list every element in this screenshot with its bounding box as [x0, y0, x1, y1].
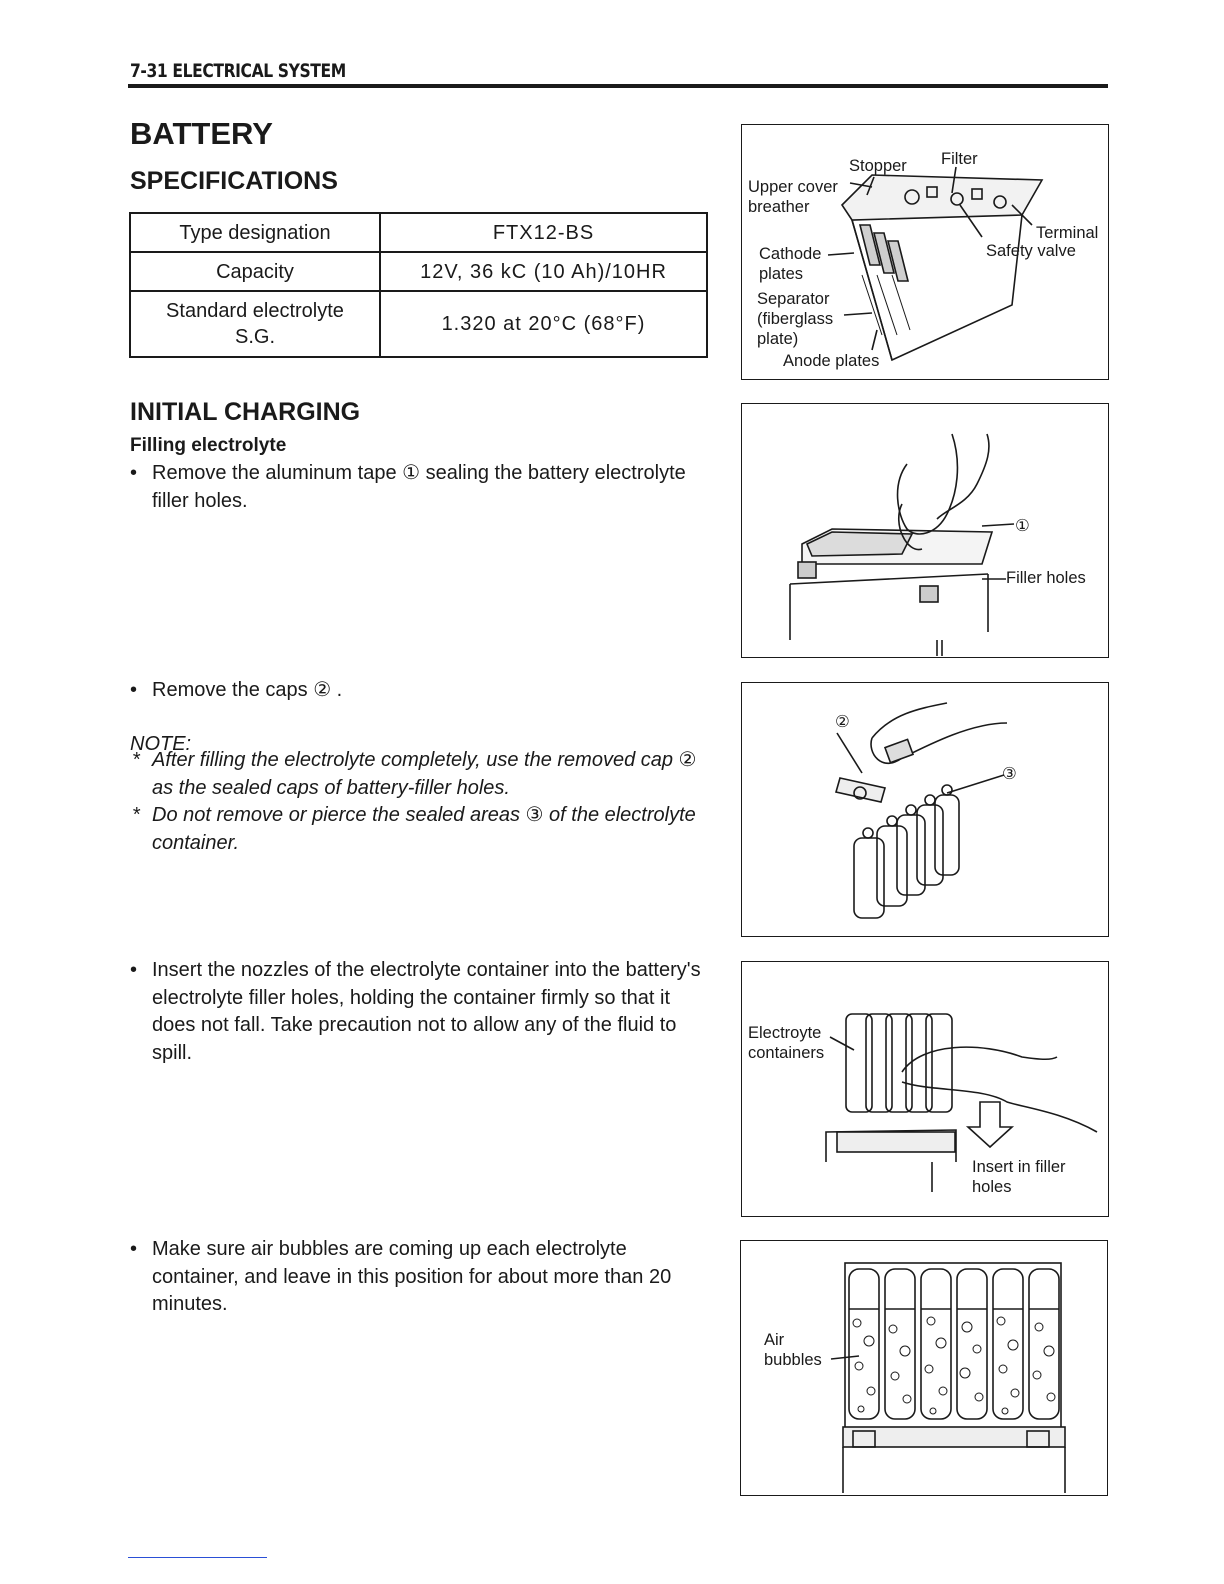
instruction-step [130, 1236, 710, 1319]
insert-containers-figure [741, 961, 1109, 1217]
remove-caps-figure [741, 682, 1109, 937]
figure-label: Safety valve [986, 242, 1076, 260]
bullet-icon: • [130, 1238, 138, 1260]
asterisk-icon: * [132, 804, 140, 826]
note-text: After filling the electrolyte completely, use the removed cap ② as the sealed caps of battery-filler holes. [152, 749, 697, 799]
figure-label: Terminal [1036, 224, 1099, 242]
specifications-heading: SPECIFICATIONS [130, 167, 338, 195]
header-rule [128, 84, 1108, 88]
remove-caps-drawing [742, 683, 1108, 936]
remove-tape-figure [741, 403, 1109, 658]
table-row [130, 213, 707, 252]
step-text: Insert the nozzles of the electrolyte container into the battery's electrolyte filler holes, holding the container firmly so that it does not fall. Take precaution not to allow any of the fluid to spill. [152, 959, 701, 1064]
spec-value: FTX12-BS [380, 213, 707, 252]
section-header: 7-31 ELECTRICAL SYSTEM [130, 60, 346, 82]
note-label: NOTE: [130, 733, 192, 755]
bullet-icon: • [130, 679, 138, 701]
filling-electrolyte-heading: Filling electrolyte [130, 435, 287, 456]
figure-label: Filter [941, 150, 978, 168]
note-item [130, 802, 710, 857]
battery-cutaway-figure [741, 124, 1109, 380]
bullet-icon: • [130, 959, 138, 981]
table-row [130, 291, 707, 357]
remove-tape-drawing [742, 404, 1108, 657]
instruction-step [130, 677, 710, 705]
page-title: BATTERY [130, 116, 273, 151]
footer-rule [128, 1557, 267, 1558]
bullet-icon: • [130, 462, 138, 484]
note-text: Do not remove or pierce the sealed areas ③ of the electrolyte container. [152, 804, 696, 854]
spec-label: Type designation [130, 213, 380, 252]
step-text: Remove the aluminum tape ① sealing the battery electrolyte filler holes. [152, 462, 686, 512]
figure-label: Air bubbles [764, 1331, 822, 1369]
asterisk-icon: * [132, 749, 140, 771]
figure-label: ③ [1002, 765, 1017, 783]
table-row [130, 252, 707, 291]
instruction-step [130, 957, 710, 1067]
figure-label: Cathode plates [759, 245, 822, 283]
page-header [128, 58, 1108, 88]
initial-charging-heading: INITIAL CHARGING [130, 398, 361, 426]
figure-label: Electroyte containers [748, 1024, 825, 1062]
spec-table [129, 212, 708, 358]
step-text: Make sure air bubbles are coming up each electrolyte container, and leave in this position for about more than 20 minutes. [152, 1238, 672, 1315]
step-text: Remove the caps ② . [152, 679, 343, 701]
figure-label: Filler holes [1006, 569, 1086, 587]
figure-label: Separator (fiberglass plate) [757, 290, 834, 348]
figure-label: Anode plates [783, 352, 880, 370]
spec-label: Capacity [130, 252, 380, 291]
figure-label: ② [835, 713, 850, 731]
figure-label: Insert in filler holes [972, 1158, 1066, 1196]
figure-label: Stopper [849, 157, 907, 175]
spec-value: 1.320 at 20°C (68°F) [380, 291, 707, 357]
note-item [130, 747, 710, 802]
spec-value: 12V, 36 kC (10 Ah)/10HR [380, 252, 707, 291]
instruction-step [130, 460, 710, 515]
spec-label: Standard electrolyte S.G. [130, 291, 380, 357]
air-bubbles-figure [740, 1240, 1108, 1496]
figure-label: ① [1015, 517, 1030, 535]
figure-label: Upper cover breather [748, 178, 838, 216]
